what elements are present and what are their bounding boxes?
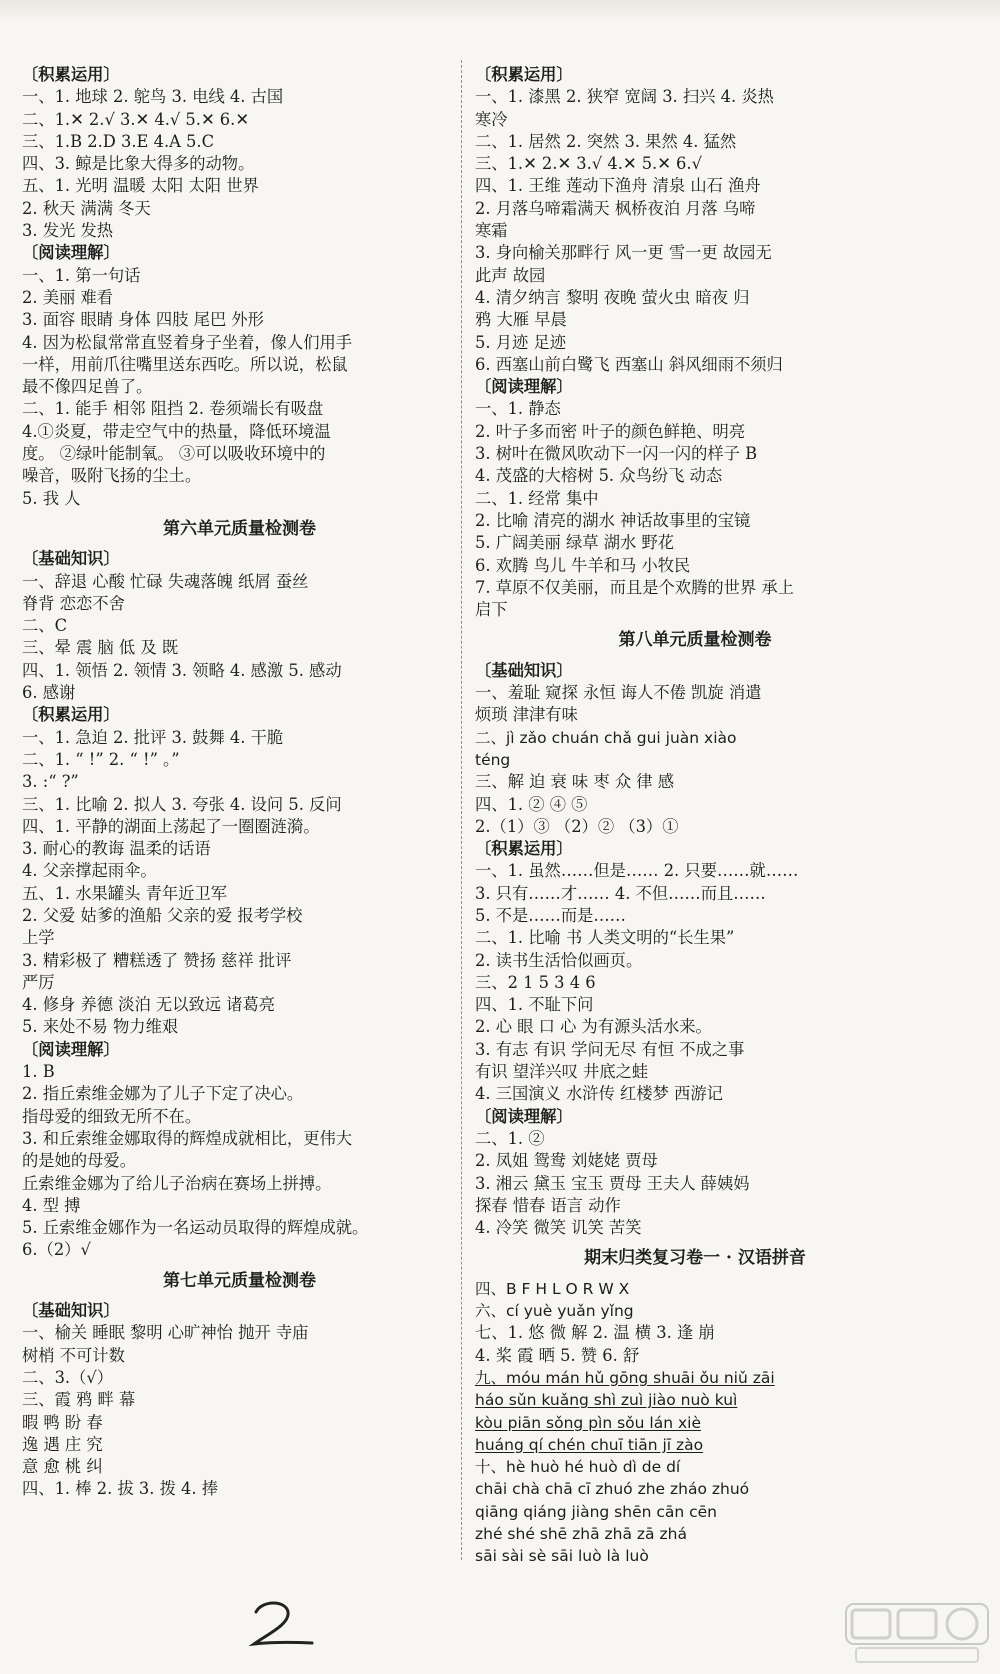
answer-line: 四、B F H L O R W X	[475, 1279, 630, 1298]
answer-line: 一、1. 静态	[475, 399, 561, 419]
answer-line: 四、1. ② ④ ⑤	[475, 794, 588, 814]
top-scan-edge	[0, 0, 1000, 22]
answer-line: 2. 指丘索维金娜为了儿子下定了决心。	[22, 1084, 304, 1104]
section-header: 〔基础知识〕	[22, 1301, 120, 1321]
answer-line: 一、1. 第一句话	[22, 265, 141, 285]
answer-line: 4. 清夕纳言 黎明 夜晚 萤火虫 暗夜 归	[475, 287, 750, 307]
section-title: 第七单元质量检测卷	[163, 1270, 316, 1291]
answer-line: 3. 耐心的教诲 温柔的话语	[22, 839, 211, 859]
answer-line: 4.①炎夏，带走空气中的热量，降低环境温	[22, 421, 331, 441]
answer-line: 寒冷	[475, 109, 508, 129]
section-header: 〔积累运用〕	[22, 705, 120, 725]
answer-line: 一、羞耻 窥探 永恒 诲人不倦 凯旋 消遣	[475, 683, 762, 703]
answer-line: 最不像四足兽了。	[22, 377, 153, 397]
answer-line: 烦琐 津津有味	[475, 705, 578, 725]
answer-line: 三、解 迫 衰 味 枣 众 律 感	[475, 772, 675, 792]
answer-line: 五、1. 光明 温暖 太阳 太阳 世界	[22, 176, 259, 196]
section-title: 期末归类复习卷一 · 汉语拼音	[584, 1248, 806, 1269]
answer-line: 丘索维金娜为了给儿子治病在赛场上拼搏。	[22, 1173, 332, 1193]
answer-line: 6. 西塞山前白鹭飞 西塞山 斜风细雨不须归	[475, 354, 783, 374]
answer-line: 脊背 恋恋不舍	[22, 593, 125, 613]
answer-line: 4. 冷笑 微笑 讥笑 苦笑	[475, 1218, 642, 1238]
answer-line: kòu piān sǒng pìn sǒu lán xiè	[475, 1413, 701, 1432]
answer-line: 3. 精彩极了 糟糕透了 赞扬 慈祥 批评	[22, 950, 292, 970]
answer-line: 3. 树叶在微风吹动下一闪一闪的样子 B	[475, 444, 758, 464]
answer-line: 4. 桨 霞 晒 5. 赞 6. 舒	[475, 1345, 640, 1365]
answer-line: 1. B	[22, 1062, 55, 1082]
answer-line: 的是她的母爱。	[22, 1151, 136, 1171]
answer-line: 2. 读书生活恰似画页。	[475, 950, 643, 970]
answer-line: 三、1.B 2.D 3.E 4.A 5.C	[22, 131, 215, 151]
answer-line: 四、3. 鲸是比象大得多的动物。	[22, 154, 255, 174]
section-header: 〔积累运用〕	[475, 839, 573, 859]
answer-line: 三、霞 鸦 畔 幕	[22, 1390, 136, 1410]
section-title: 第八单元质量检测卷	[618, 630, 772, 651]
answer-line: téng	[475, 750, 511, 769]
answer-line: qiāng qiáng jiàng shēn cān cēn	[475, 1502, 718, 1521]
answer-line: 四、1. 王维 莲动下渔舟 清泉 山石 渔舟	[475, 176, 761, 196]
answer-line: 六、cí yuè yuǎn yǐng	[475, 1302, 634, 1321]
answer-line: 此声 故园	[475, 265, 546, 285]
answer-line: 2. 叶子多而密 叶子的颜色鲜艳、明亮	[475, 421, 746, 441]
answer-line: 3. 只有……才…… 4. 不但……而且……	[475, 883, 766, 903]
answer-line: 七、1. 悠 微 解 2. 温 横 3. 逢 崩	[475, 1323, 715, 1343]
answer-line: 暇 鸭 盼 春	[22, 1412, 103, 1432]
answer-line: 3. 发光 发热	[22, 221, 114, 241]
answer-line: 二、1. “ !” 2. “ !” 。”	[22, 749, 180, 769]
watermark-logo	[842, 1598, 992, 1668]
section-header: 〔阅读理解〕	[475, 377, 573, 397]
right-column	[475, 64, 915, 1568]
section-header: 〔阅读理解〕	[475, 1106, 573, 1126]
answer-line: 鸦 大雁 早晨	[475, 310, 567, 330]
section-header: 〔积累运用〕	[475, 65, 573, 84]
answer-line: 5. 丘索维金娜作为一名运动员取得的辉煌成就。	[22, 1218, 369, 1238]
answer-line: chāi chà chā cī zhuó zhe zháo zhuó	[475, 1480, 750, 1499]
section-header: 〔基础知识〕	[22, 549, 120, 569]
answer-line: 四、1. 领悟 2. 领情 3. 领略 4. 感激 5. 感动	[22, 660, 342, 680]
section-title: 第六单元质量检测卷	[163, 518, 316, 539]
answer-line: 四、1. 平静的湖面上荡起了一圈圈涟漪。	[22, 816, 320, 836]
answer-line: 3. :“ ?”	[22, 772, 79, 792]
answer-line: 5. 广阔美丽 绿草 湖水 野花	[475, 533, 675, 553]
answer-line: 二、1. ②	[475, 1128, 545, 1148]
answer-line: 3. 面容 眼睛 身体 四肢 尾巴 外形	[22, 310, 264, 330]
answer-line: 2. 凤姐 鸳鸯 刘姥姥 贾母	[475, 1151, 658, 1171]
answer-line: 上学	[22, 928, 55, 948]
answer-line: 二、1. 经常 集中	[475, 488, 599, 508]
answer-line: 一、1. 地球 2. 鸵鸟 3. 电线 4. 古国	[22, 87, 284, 107]
answer-line: 逸 遇 庄 究	[22, 1434, 103, 1454]
section-header: 〔阅读理解〕	[22, 1039, 120, 1059]
answer-line: 三、1. 比喻 2. 拟人 3. 夸张 4. 设问 5. 反问	[22, 794, 342, 814]
answer-line: 树梢 不可计数	[22, 1345, 125, 1365]
answer-line: 3. 有志 有识 学问无尽 有恒 不成之事	[475, 1039, 745, 1059]
answer-line: 二、1. 比喻 书 人类文明的“长生果”	[475, 928, 735, 948]
answer-line: 三、2 1 5 3 4 6	[475, 972, 596, 992]
answer-line: 2. 秋天 满满 冬天	[22, 198, 151, 218]
answer-line: 一、1. 急迫 2. 批评 3. 鼓舞 4. 干脆	[22, 727, 284, 747]
answer-line: 2. 美丽 难看	[22, 287, 114, 307]
answer-line: 指母爱的细致无所不在。	[22, 1106, 202, 1126]
answer-line: 5. 我 人	[22, 488, 81, 508]
answer-line: 二、3.（√）	[22, 1367, 114, 1387]
answer-line: 二、1. 居然 2. 突然 3. 果然 4. 猛然	[475, 131, 737, 151]
answer-line: 3. 身向榆关那畔行 风一更 雪一更 故园无	[475, 243, 772, 263]
answer-line: háo sǔn kuǎng shì zuì jiào nuò kuì	[475, 1391, 738, 1410]
left-column	[22, 64, 457, 1501]
section-header: 〔阅读理解〕	[22, 243, 120, 263]
answer-line: 九、móu mán hǔ gōng shuāi ǒu niǔ zāi	[475, 1368, 775, 1387]
answer-line: 严厉	[22, 972, 55, 992]
section-header: 〔基础知识〕	[475, 660, 573, 680]
answer-line: sāi sài sè sāi luò là luò	[475, 1547, 649, 1566]
answer-line: 十、hè huò hé huò dì de dí	[475, 1458, 681, 1477]
answer-line: 6. 感谢	[22, 683, 76, 703]
answer-line: 二、1. 能手 相邻 阻挡 2. 卷须端长有吸盘	[22, 399, 324, 419]
answer-line: 2. 比喻 清亮的湖水 神话故事里的宝镜	[475, 510, 751, 530]
answer-line: 3. 湘云 黛玉 宝玉 贾母 王夫人 薛姨妈	[475, 1173, 750, 1193]
answer-line: 三、晕 震 脑 低 及 既	[22, 638, 179, 658]
answer-line: 意 愈 桃 纠	[22, 1457, 103, 1477]
answer-line: 一、榆关 睡眠 黎明 心旷神怡 抛开 寺庙	[22, 1323, 309, 1343]
answer-line: 二、C	[22, 616, 68, 636]
answer-line: 三、1.✕ 2.✕ 3.√ 4.✕ 5.✕ 6.√	[475, 154, 702, 174]
answer-line: 2. 父爱 姑爹的渔船 父亲的爱 报考学校	[22, 905, 303, 925]
answer-line: 5. 不是……而是……	[475, 905, 626, 925]
answer-line: 启下	[475, 600, 508, 620]
answer-line: 6. 欢腾 鸟儿 牛羊和马 小牧民	[475, 555, 691, 575]
answer-line: 一、辞退 心酸 忙碌 失魂落魄 纸屑 蚕丝	[22, 571, 309, 591]
answer-line: 寒霜	[475, 221, 508, 241]
column-divider	[461, 60, 462, 1560]
answer-line: zhé shé shē zhā zhā zā zhá	[475, 1525, 687, 1543]
answer-line: 噪音，吸附飞扬的尘土。	[22, 466, 202, 486]
answer-line: 一样，用前爪往嘴里送东西吃。所以说，松鼠	[22, 354, 348, 374]
answer-line: 2. 心 眼 口 心 为有源头活水来。	[475, 1017, 712, 1037]
answer-line: 二、jì zǎo chuán chǎ gui juàn xiào	[475, 728, 737, 747]
answer-line: 四、1. 不耻下问	[475, 995, 594, 1015]
answer-line: 4. 茂盛的大榕树 5. 众鸟纷飞 动态	[475, 466, 723, 486]
answer-line: 7. 草原不仅美丽，而且是个欢腾的世界 承上	[475, 577, 794, 597]
answer-line: 一、1. 漆黑 2. 狭窄 宽阔 3. 扫兴 4. 炎热	[475, 87, 774, 107]
answer-line: 2. 月落乌啼霜满天 枫桥夜泊 月落 乌啼	[475, 198, 756, 218]
answer-line: 4. 修身 养德 淡泊 无以致远 诸葛亮	[22, 995, 276, 1015]
answer-line: 有识 望洋兴叹 井底之蛙	[475, 1062, 649, 1082]
answer-line: 5. 月迹 足迹	[475, 332, 567, 352]
answer-line: 4. 父亲撑起雨伞。	[22, 861, 157, 881]
answer-line: 5. 来处不易 物力维艰	[22, 1017, 179, 1037]
answer-line: huáng qí chén chuī tiān jī zào	[475, 1435, 704, 1454]
answer-line: 五、1. 水果罐头 青年近卫军	[22, 883, 227, 903]
answer-line: 4. 因为松鼠常常直竖着身子坐着，像人们用手	[22, 332, 353, 352]
section-header: 〔积累运用〕	[22, 65, 120, 84]
answer-line: 4. 型 搏	[22, 1195, 81, 1215]
answer-line: 度。 ②绿叶能制氧。 ③可以吸收环境中的	[22, 444, 326, 464]
answer-line: 6.（2）√	[22, 1240, 91, 1260]
answer-line: 探春 惜春 语言 动作	[475, 1195, 621, 1215]
answer-line: 二、1.✕ 2.√ 3.✕ 4.√ 5.✕ 6.✕	[22, 109, 249, 129]
answer-line: 一、1. 虽然……但是…… 2. 只要……就……	[475, 861, 799, 881]
handwritten-page-number-2	[248, 1598, 318, 1648]
answer-line: 3. 和丘索维金娜取得的辉煌成就相比，更伟大	[22, 1128, 353, 1148]
answer-line: 四、1. 棒 2. 拔 3. 拨 4. 捧	[22, 1479, 219, 1499]
answer-line: 4. 三国演义 水浒传 红楼梦 西游记	[475, 1084, 723, 1104]
answer-line: 2.（1）③ （2）② （3）①	[475, 816, 679, 836]
